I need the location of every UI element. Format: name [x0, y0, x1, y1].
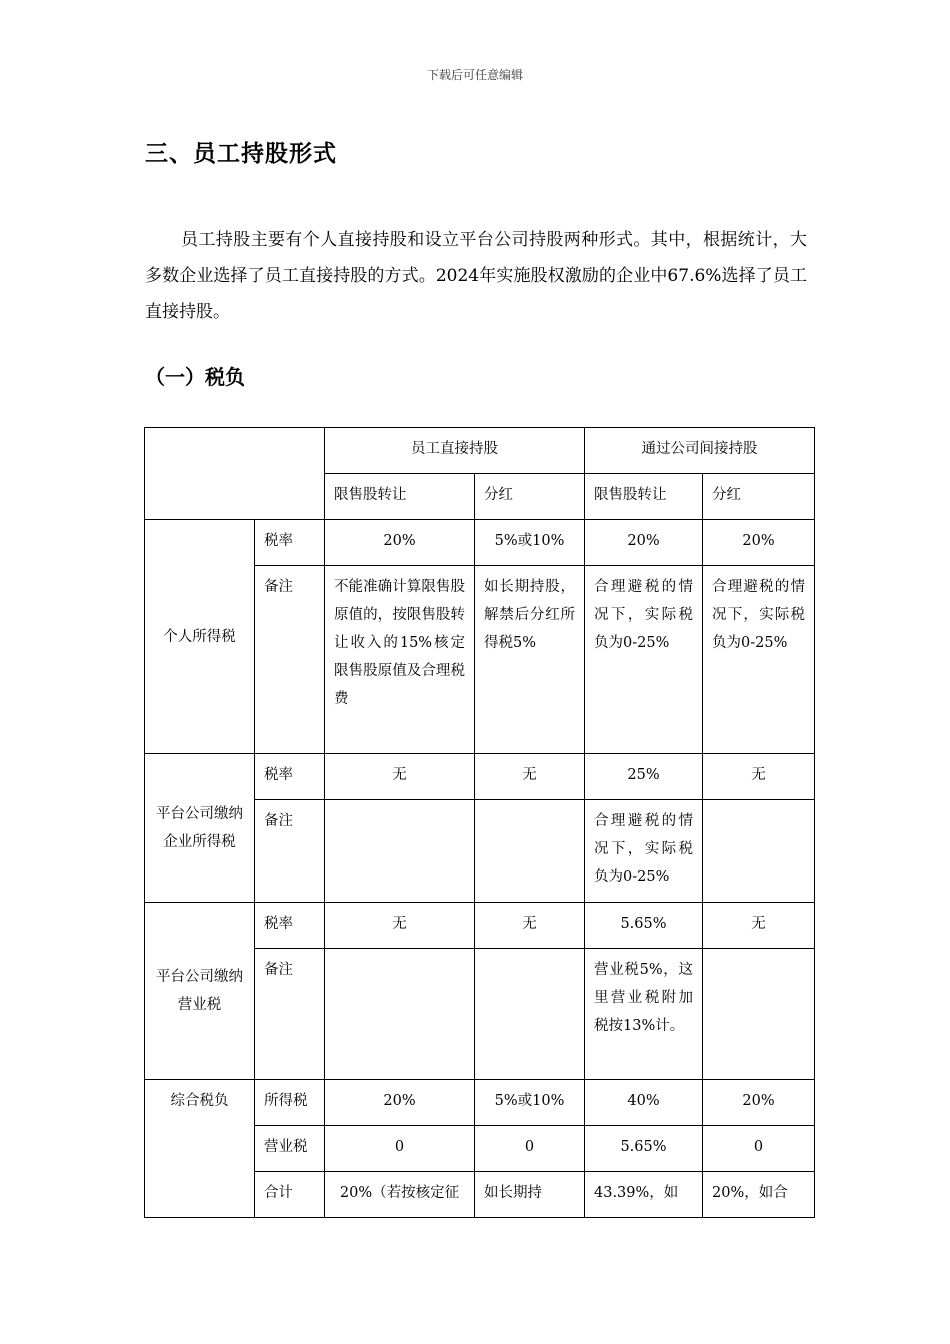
- table-cell: 无: [703, 903, 815, 949]
- corner-cell: [145, 428, 325, 520]
- table-cell: 20%（若按核定征: [325, 1172, 475, 1218]
- table-cell: 20%: [325, 520, 475, 566]
- table-cell: 5.65%: [585, 903, 703, 949]
- table-cell: 合理避税的情况下，实际税负为0-25%: [585, 566, 703, 754]
- col-header-dividend-indirect: 分红: [703, 474, 815, 520]
- subsection-title: （一）税负: [145, 365, 245, 389]
- col-header-restricted-direct: 限售股转让: [325, 474, 475, 520]
- table-cell: 合理避税的情况下，实际税负为0-25%: [703, 566, 815, 754]
- row-label-note: 备注: [255, 800, 325, 903]
- table-cell: 20%: [703, 520, 815, 566]
- table-row: [145, 754, 815, 800]
- table-cell: 20%，如合: [703, 1172, 815, 1218]
- table-cell: 20%: [585, 520, 703, 566]
- row-group-personal-tax: 个人所得税: [145, 520, 255, 754]
- table-cell: [475, 949, 585, 1080]
- table-cell: 无: [475, 754, 585, 800]
- section-title: 三、员工持股形式: [145, 141, 337, 167]
- table-cell: 25%: [585, 754, 703, 800]
- row-label-income-tax: 所得税: [255, 1080, 325, 1126]
- row-group-corp-income-tax: 平台公司缴纳企业所得税: [145, 754, 255, 903]
- table-row: [145, 1080, 815, 1126]
- table-cell: [325, 949, 475, 1080]
- table-cell: 如长期持: [475, 1172, 585, 1218]
- row-label-rate: 税率: [255, 520, 325, 566]
- table-cell: 合理避税的情况下，实际税负为0-25%: [585, 800, 703, 903]
- table-cell: 43.39%，如: [585, 1172, 703, 1218]
- table-cell: 无: [475, 903, 585, 949]
- row-group-business-tax: 平台公司缴纳营业税: [145, 903, 255, 1080]
- row-label-business-tax: 营业税: [255, 1126, 325, 1172]
- row-label-rate: 税率: [255, 903, 325, 949]
- row-label-note: 备注: [255, 566, 325, 754]
- table-cell: [325, 800, 475, 903]
- row-group-total-tax: 综合税负: [145, 1080, 255, 1218]
- table-cell: 40%: [585, 1080, 703, 1126]
- row-label-sum: 合计: [255, 1172, 325, 1218]
- table-row: [145, 520, 815, 566]
- table-cell: 5%或10%: [475, 520, 585, 566]
- header-note: 下载后可任意编辑: [426, 68, 523, 82]
- table-cell: [475, 800, 585, 903]
- table-cell: 5%或10%: [475, 1080, 585, 1126]
- table-cell: 营业税5%，这里营业税附加税按13%计。: [585, 949, 703, 1080]
- row-label-note: 备注: [255, 949, 325, 1080]
- table-header-row: [145, 428, 815, 474]
- table-cell: 0: [475, 1126, 585, 1172]
- col-header-dividend-direct: 分红: [475, 474, 585, 520]
- table-cell: 无: [703, 754, 815, 800]
- table-cell: 5.65%: [585, 1126, 703, 1172]
- table-cell: [703, 949, 815, 1080]
- table-cell: 0: [703, 1126, 815, 1172]
- table-cell: 不能准确计算限售股原值的，按限售股转让收入的15%核定限售股原值及合理税费: [325, 566, 475, 754]
- intro-paragraph: 员工持股主要有个人直接持股和设立平台公司持股两种形式。其中，根据统计，大多数企业选择了员工直接持股的方式。2024年实施股权激励的企业中67.6%选择了员工直接持股。: [145, 230, 807, 322]
- group-header-direct: 员工直接持股: [325, 428, 585, 474]
- table-row: [145, 903, 815, 949]
- col-header-restricted-indirect: 限售股转让: [585, 474, 703, 520]
- table-cell: 20%: [703, 1080, 815, 1126]
- table-cell: 20%: [325, 1080, 475, 1126]
- tax-comparison-table: [144, 427, 815, 1218]
- table-cell: [703, 800, 815, 903]
- table-cell: 无: [325, 754, 475, 800]
- table-cell: 无: [325, 903, 475, 949]
- group-header-indirect: 通过公司间接持股: [585, 428, 815, 474]
- row-label-rate: 税率: [255, 754, 325, 800]
- table-cell: 0: [325, 1126, 475, 1172]
- table-cell: 如长期持股，解禁后分红所得税5%: [475, 566, 585, 754]
